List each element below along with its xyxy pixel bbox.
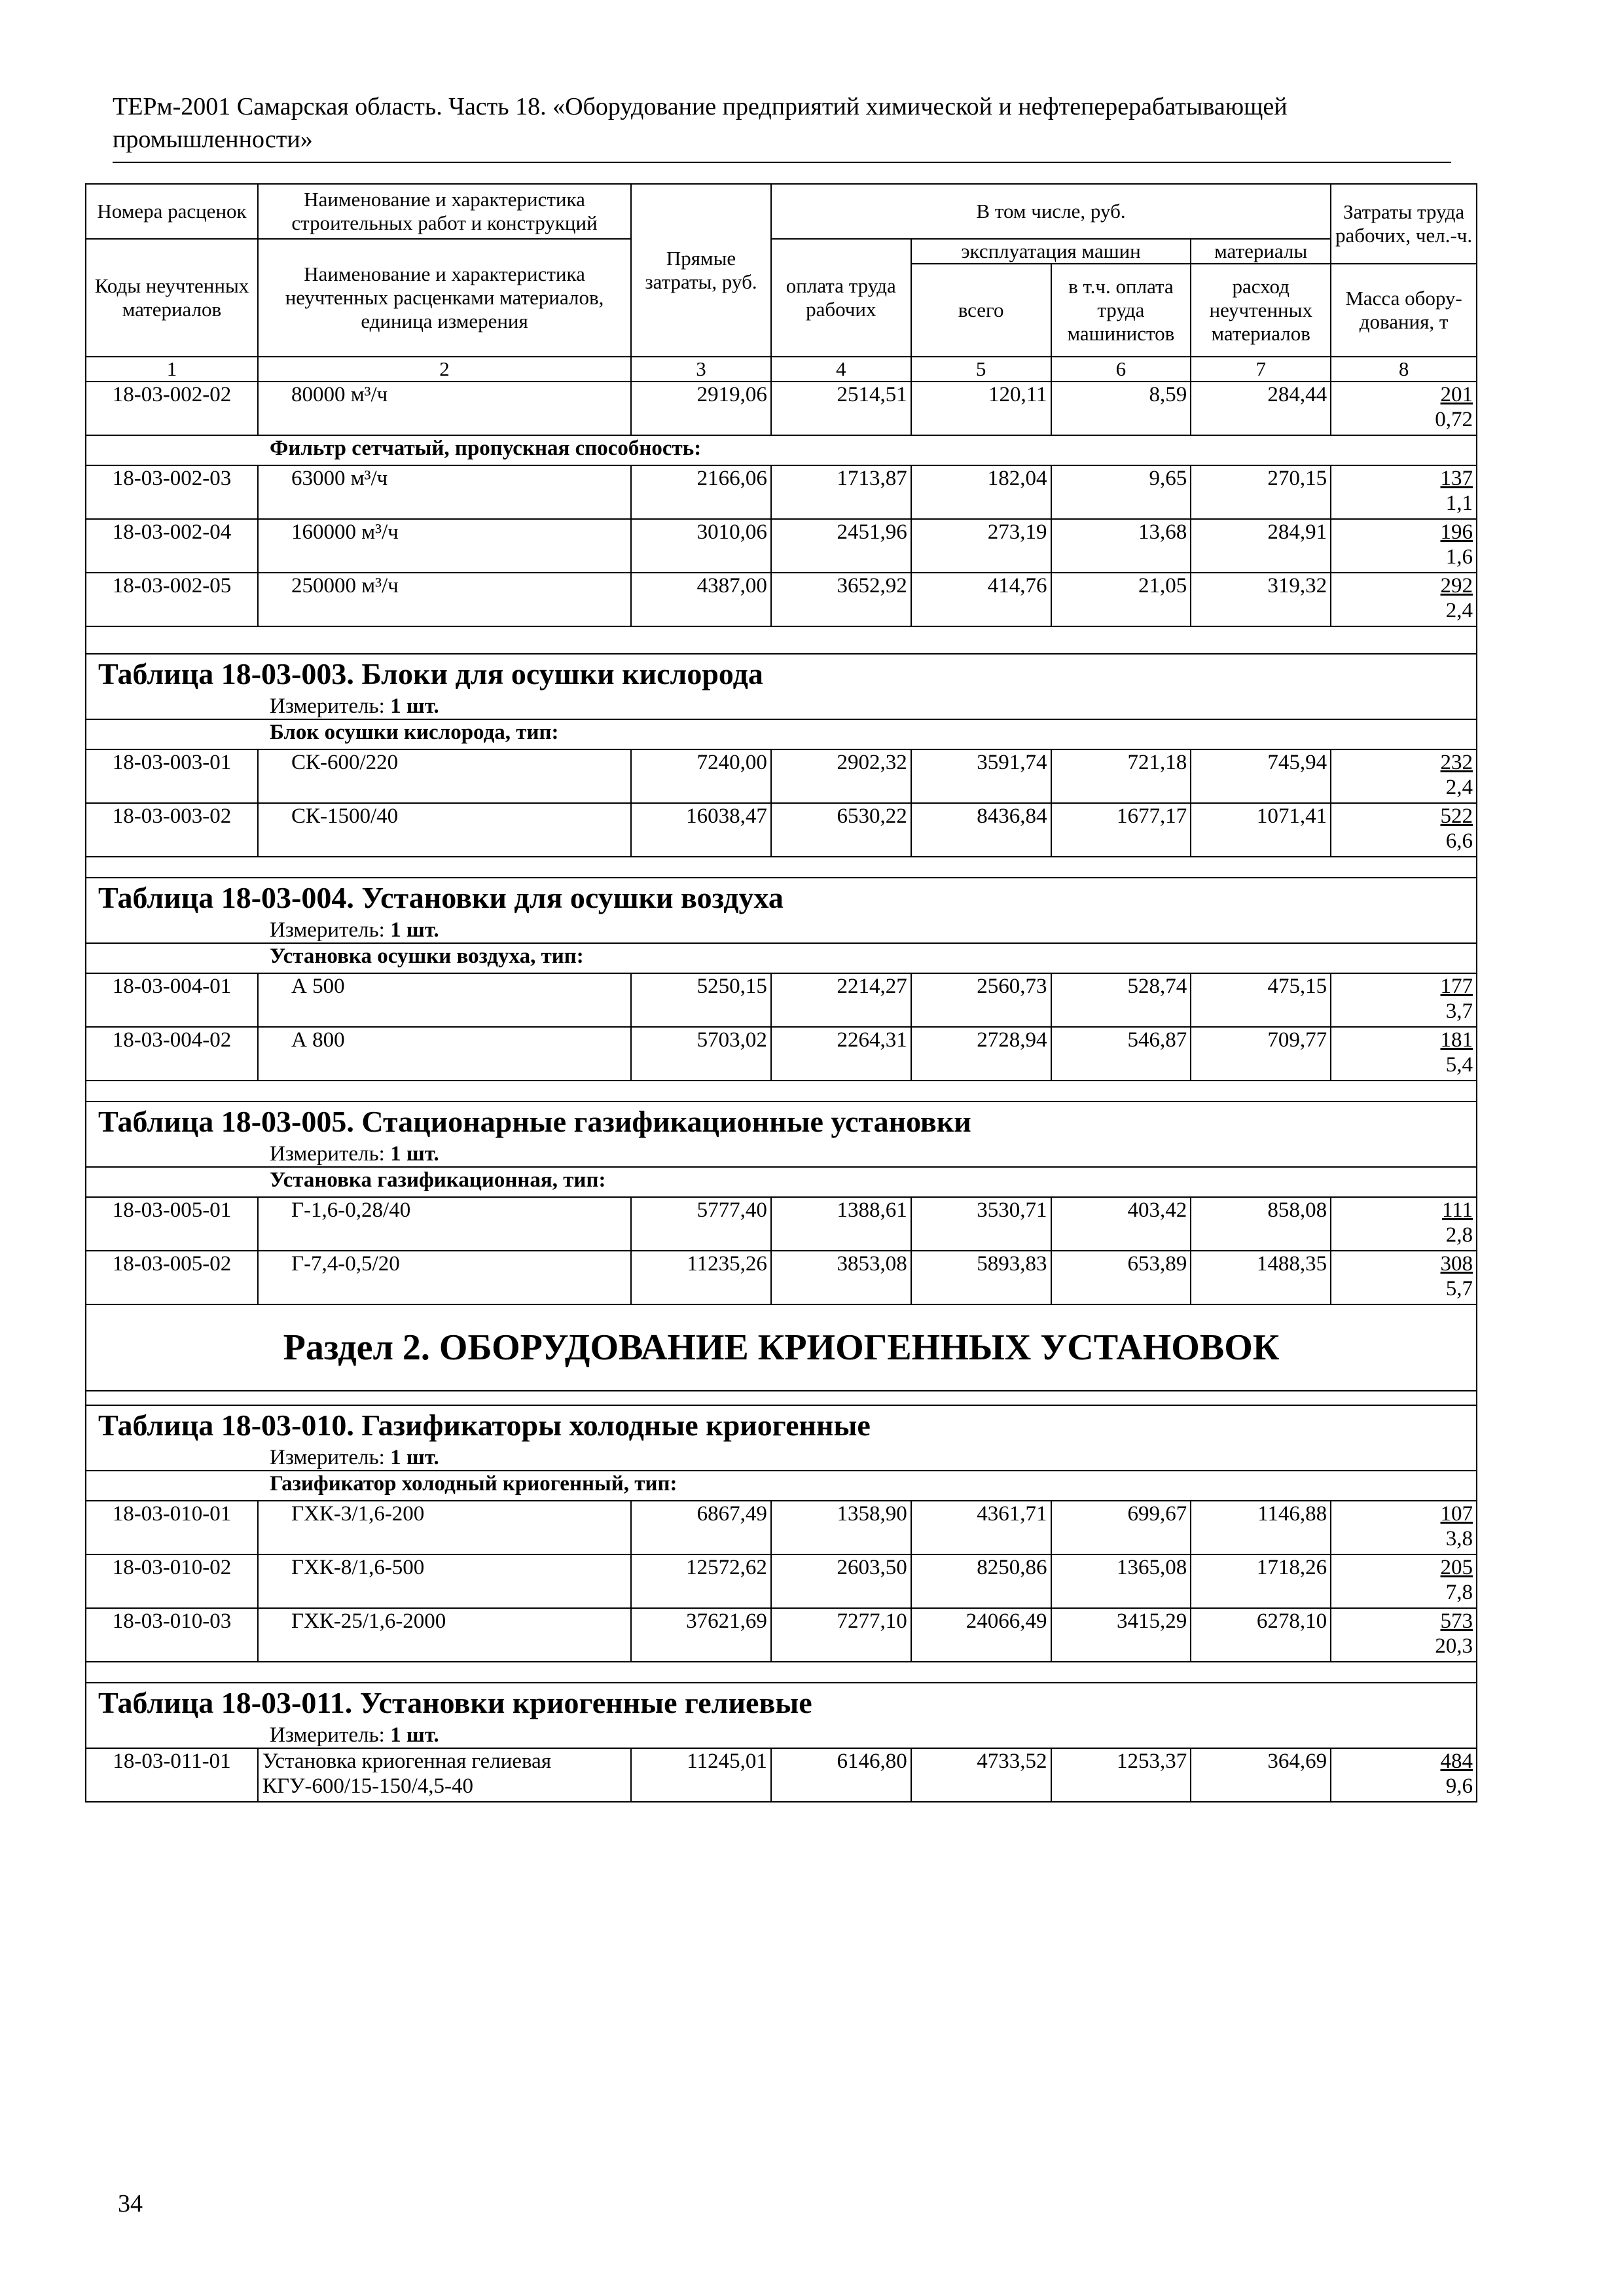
- rates-table: [85, 183, 1477, 1803]
- table-row: 18-03-002-05 250000 м³/ч 4387,00 3652,92 414,76 21,05 319,32 292 2,4: [86, 573, 1477, 626]
- table-row: 18-03-002-04 160000 м³/ч 3010,06 2451,96 273,19 13,68 284,91 196 1,6: [86, 519, 1477, 573]
- col-header-mat-use: расход неучтенных материалов: [1191, 264, 1331, 357]
- running-header: [113, 90, 1435, 156]
- table-row: 18-03-004-01 А 500 5250,15 2214,27 2560,73 528,74 475,15 177 3,7: [86, 973, 1477, 1027]
- header-line-1: ТЕРм-2001 Самарская область. Часть 18. «Оборудование предприятий химической и нефтеперерабатывающей: [113, 93, 1288, 120]
- col-header-name-top: Наименование и характеристика строительных работ и конструкций: [258, 184, 631, 239]
- col-header-mass: Масса обору-дования, т: [1331, 264, 1477, 357]
- table-title-004: Таблица 18-03-004. Установки для осушки воздуха: [86, 878, 1477, 918]
- table-title-003: Таблица 18-03-003. Блоки для осушки кислорода: [86, 654, 1477, 694]
- col-num-3: 3: [631, 357, 771, 382]
- col-num-7: 7: [1191, 357, 1331, 382]
- col-num-1: 1: [86, 357, 258, 382]
- table-row: 18-03-002-02 80000 м³/ч 2919,06 2514,51 120,11 8,59 284,44 201 0,72: [86, 382, 1477, 435]
- table-row: 18-03-010-02 ГХК-8/1,6-500 12572,62 2603,50 8250,86 1365,08 1718,26 205 7,8: [86, 1554, 1477, 1608]
- col-header-labor: оплата труда рабочих: [771, 239, 911, 357]
- col-header-name-bottom: Наименование и характеристика неучтенных расценками материалов, единица измерения: [258, 239, 631, 357]
- unit-005: Измеритель: 1 шт.: [86, 1141, 1477, 1167]
- table-row: 18-03-003-01 СК-600/220 7240,00 2902,32 3591,74 721,18 745,94 232 2,4: [86, 749, 1477, 803]
- unit-003: Измеритель: 1 шт.: [86, 694, 1477, 719]
- col-header-codes-top: Номера расценок: [86, 184, 258, 239]
- unit-010: Измеритель: 1 шт.: [86, 1445, 1477, 1471]
- table-row: 18-03-005-01 Г-1,6-0,28/40 5777,40 1388,61 3530,71 403,42 858,08 111 2,8: [86, 1197, 1477, 1251]
- group-heading: Установка газификационная, тип:: [86, 1167, 1477, 1197]
- col-header-mach-labor: в т.ч. оплата труда машинистов: [1051, 264, 1191, 357]
- col-header-codes-bottom: Коды неучтенных материалов: [86, 239, 258, 357]
- col-header-mach-total: всего: [911, 264, 1051, 357]
- table-row: 18-03-003-02 СК-1500/40 16038,47 6530,22 8436,84 1677,17 1071,41 522 6,6: [86, 803, 1477, 857]
- table-row: 18-03-002-03 63000 м³/ч 2166,06 1713,87 182,04 9,65 270,15 137 1,1: [86, 465, 1477, 519]
- group-heading: Блок осушки кислорода, тип:: [86, 719, 1477, 749]
- header-rule: [113, 162, 1451, 163]
- unit-011: Измеритель: 1 шт.: [86, 1723, 1477, 1748]
- table-row: 18-03-010-03 ГХК-25/1,6-2000 37621,69 7277,10 24066,49 3415,29 6278,10 573 20,3: [86, 1608, 1477, 1662]
- table-title-005: Таблица 18-03-005. Стационарные газификационные установки: [86, 1102, 1477, 1141]
- col-num-5: 5: [911, 357, 1051, 382]
- group-heading: Газификатор холодный криогенный, тип:: [86, 1471, 1477, 1501]
- col-num-4: 4: [771, 357, 911, 382]
- col-num-8: 8: [1331, 357, 1477, 382]
- table-row: 18-03-004-02 А 800 5703,02 2264,31 2728,94 546,87 709,77 181 5,4: [86, 1027, 1477, 1081]
- table-title-011: Таблица 18-03-011. Установки криогенные гелиевые: [86, 1683, 1477, 1723]
- col-num-2: 2: [258, 357, 631, 382]
- table-row: 18-03-010-01 ГХК-3/1,6-200 6867,49 1358,90 4361,71 699,67 1146,88 107 3,8: [86, 1501, 1477, 1554]
- table-row: 18-03-011-01 Установка криогенная гелиевая КГУ-600/15-150/4,5-40 11245,01 6146,80 4733,52 1253,37 364,69 484 9,6: [86, 1748, 1477, 1802]
- col-header-materials: материалы: [1191, 239, 1331, 264]
- col-num-6: 6: [1051, 357, 1191, 382]
- unit-004: Измеритель: 1 шт.: [86, 918, 1477, 943]
- section-title: Раздел 2. ОБОРУДОВАНИЕ КРИОГЕННЫХ УСТАНОВОК: [86, 1304, 1477, 1391]
- col-header-hours: Затраты труда рабочих, чел.-ч.: [1331, 184, 1477, 264]
- header-line-2: промышленности»: [113, 126, 313, 153]
- table-row: 18-03-005-02 Г-7,4-0,5/20 11235,26 3853,08 5893,83 653,89 1488,35 308 5,7: [86, 1251, 1477, 1304]
- group-heading: Фильтр сетчатый, пропускная способность:: [86, 435, 1477, 465]
- table-title-010: Таблица 18-03-010. Газификаторы холодные криогенные: [86, 1405, 1477, 1445]
- page-number: 34: [118, 2190, 143, 2217]
- col-header-incl: В том числе, руб.: [771, 184, 1331, 239]
- col-header-direct: Прямые затраты, руб.: [631, 184, 771, 357]
- col-header-machines: эксплуатация машин: [911, 239, 1191, 264]
- group-heading: Установка осушки воздуха, тип:: [86, 943, 1477, 973]
